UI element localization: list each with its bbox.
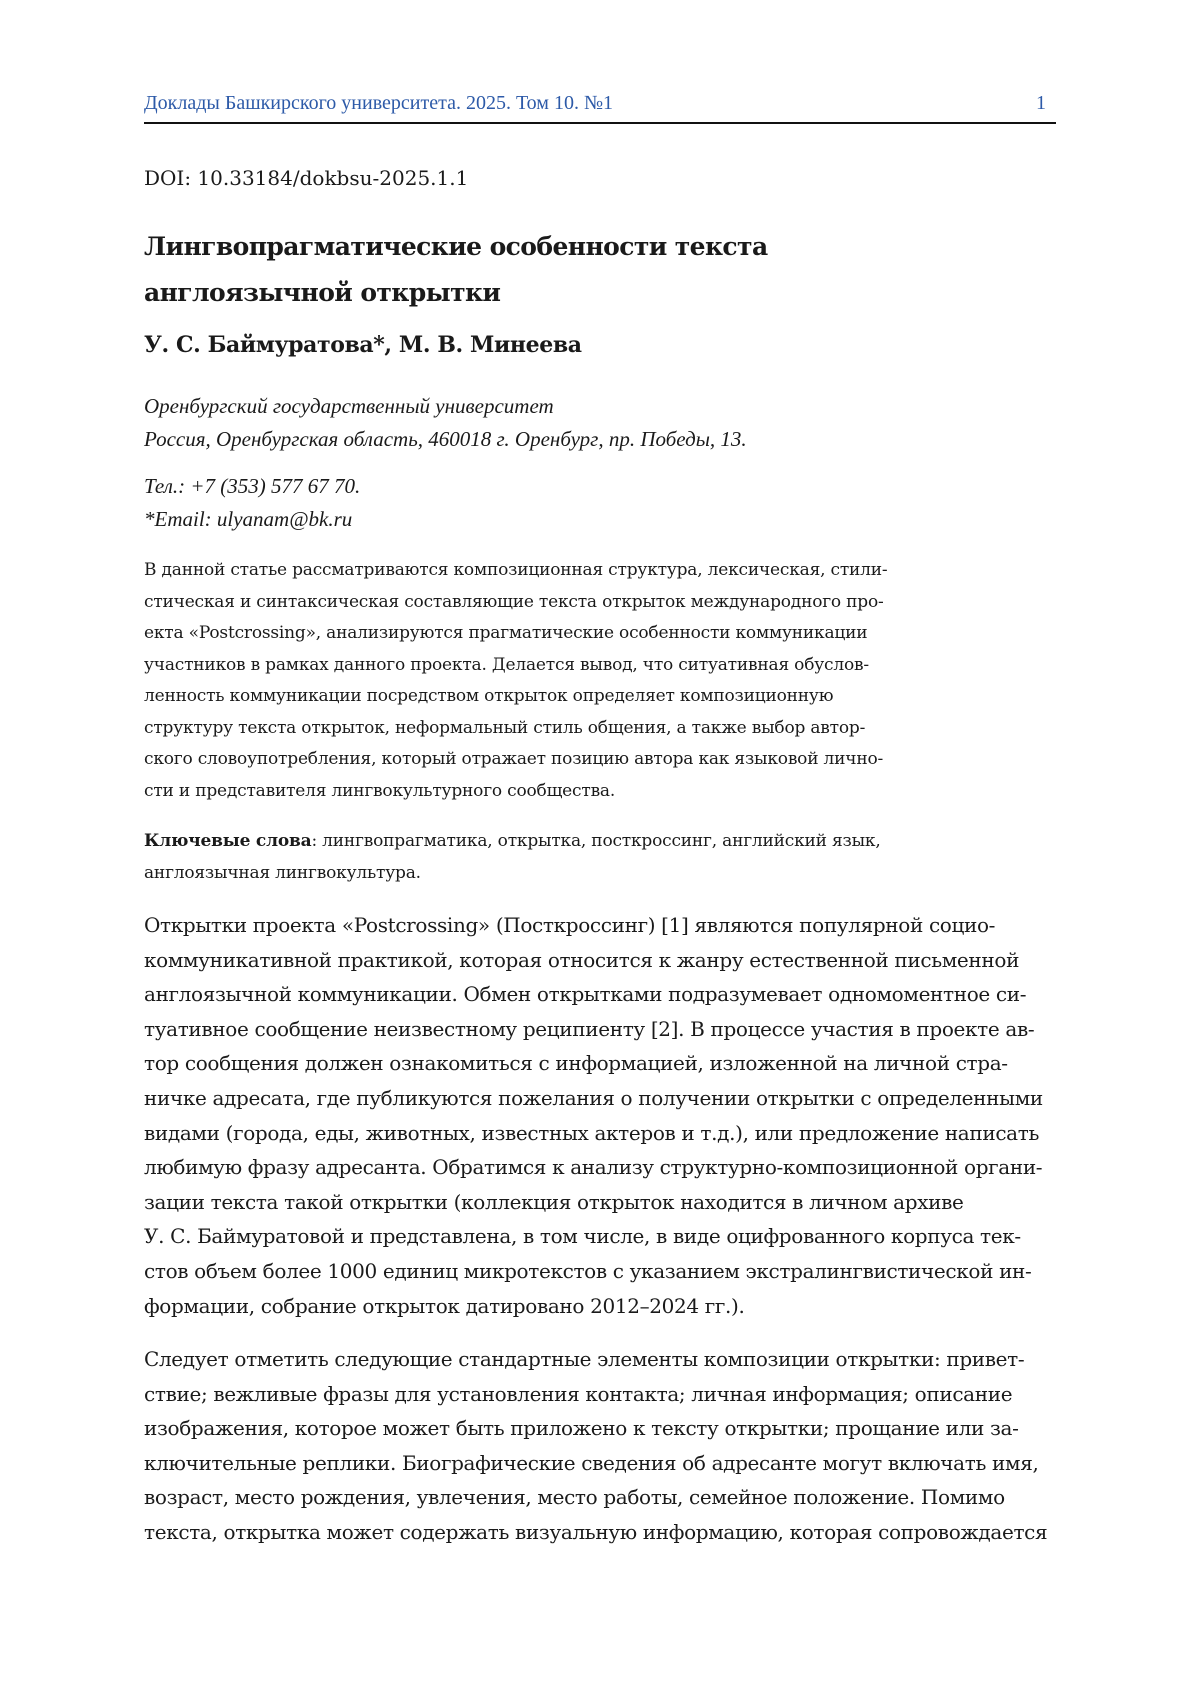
paragraph-line: ключительные реплики. Биографические сведения об адресанте могут включать имя, (144, 1450, 1039, 1475)
paragraph-line: зации текста такой открытки (коллекция открыток находится в личном архиве (144, 1189, 964, 1214)
author-list: У. С. Баймуратова*, М. В. Минеева (144, 332, 582, 358)
abstract (144, 555, 944, 807)
phone-line: Тел.: +7 (353) 577 67 70. (144, 474, 361, 498)
paragraph-line: ствие; вежливые фразы для установления контакта; личная информация; описание (144, 1381, 1013, 1406)
abstract-line: участников в рамках данного проекта. Делается вывод, что ситуативная обуслов- (144, 654, 869, 675)
contact-info (144, 470, 360, 536)
paragraph-line: текста, открытка может содержать визуальную информацию, которая сопровождается (144, 1519, 1048, 1544)
keywords-text: : лингвопрагматика, открытка, посткроссинг, английский язык, (311, 831, 881, 851)
abstract-line: ского словоупотребления, который отражает позицию автора как языковой лично- (144, 749, 884, 769)
email-line: *Email: ulyanam@bk.ru (144, 507, 353, 531)
paragraph-line: англоязычной коммуникации. Обмен открытками подразумевает одномоментное си- (144, 982, 1027, 1007)
title-line: англоязычной открытки (144, 278, 501, 307)
keywords-label: Ключевые слова (144, 831, 312, 851)
abstract-line: структуру текста открыток, неформальный стиль общения, а также выбор автор- (144, 717, 866, 738)
paragraph-line: ничке адресата, где публикуются пожелания о получении открытки с определенными (144, 1085, 1043, 1110)
paragraph-line: коммуникативной практикой, которая относится к жанру естественной письменной (144, 947, 1020, 972)
doi-line: DOI: 10.33184/dokbsu-2025.1.1 (144, 166, 469, 190)
abstract-line: стическая и синтаксическая составляющие текста открыток международного про- (144, 591, 884, 612)
affiliation-line: Оренбургский государственный университет (144, 394, 554, 418)
keywords (144, 826, 944, 889)
page-number: 1 (1036, 92, 1046, 114)
article-title (144, 224, 904, 316)
abstract-line: ленность коммуникации посредством открыток определяет композиционную (144, 686, 834, 706)
journal-citation: Доклады Башкирского университета. 2025. Том 10. №1 (144, 92, 614, 114)
running-header (144, 92, 1056, 124)
affiliation-line: Россия, Оренбургская область, 460018 г. Оренбург, пр. Победы, 13. (144, 427, 747, 451)
title-line: Лингвопрагматические особенности текста (144, 232, 768, 261)
keywords-text-cont: англоязычная лингвокультура. (144, 862, 421, 883)
abstract-line: сти и представителя лингвокультурного сообщества. (144, 780, 616, 801)
paragraph-line: формации, собрание открыток датировано 2012–2024 гг.). (144, 1293, 745, 1318)
paragraph-line: тор сообщения должен ознакомиться с информацией, изложенной на личной стра- (144, 1051, 1008, 1076)
paragraph-line: Открытки проекта «Postcrossing» (Посткроссинг) [1] являются популярной социо- (144, 913, 996, 937)
abstract-line: екта «Postcrossing», анализируются прагматические особенности коммуникации (144, 623, 868, 643)
paragraph-line: возраст, место рождения, увлечения, место работы, семейное положение. Помимо (144, 1485, 1005, 1510)
body-paragraph-1 (144, 908, 1056, 1323)
paragraph-line: У. С. Баймуратовой и представлена, в том числе, в виде оцифрованного корпуса тек- (144, 1224, 1021, 1249)
body-paragraph-2 (144, 1342, 1056, 1550)
paragraph-line: изображения, которое может быть приложено к тексту открытки; прощание или за- (144, 1416, 1019, 1441)
paragraph-line: стов объем более 1000 единиц микротекстов с указанием экстралингвистической ин- (144, 1258, 1032, 1283)
paragraph-line: видами (города, еды, животных, известных актеров и т.д.), или предложение написать (144, 1120, 1040, 1145)
paragraph-line: Следует отметить следующие стандартные элементы композиции открытки: привет- (144, 1347, 1025, 1371)
paragraph-line: любимую фразу адресанта. Обратимся к анализу структурно-композиционной органи- (144, 1155, 1043, 1180)
paragraph-line: туативное сообщение неизвестному реципиенту [2]. В процессе участия в проекте ав- (144, 1016, 1035, 1041)
affiliation (144, 390, 747, 456)
abstract-line: В данной статье рассматриваются композиционная структура, лексическая, стили- (144, 560, 888, 580)
